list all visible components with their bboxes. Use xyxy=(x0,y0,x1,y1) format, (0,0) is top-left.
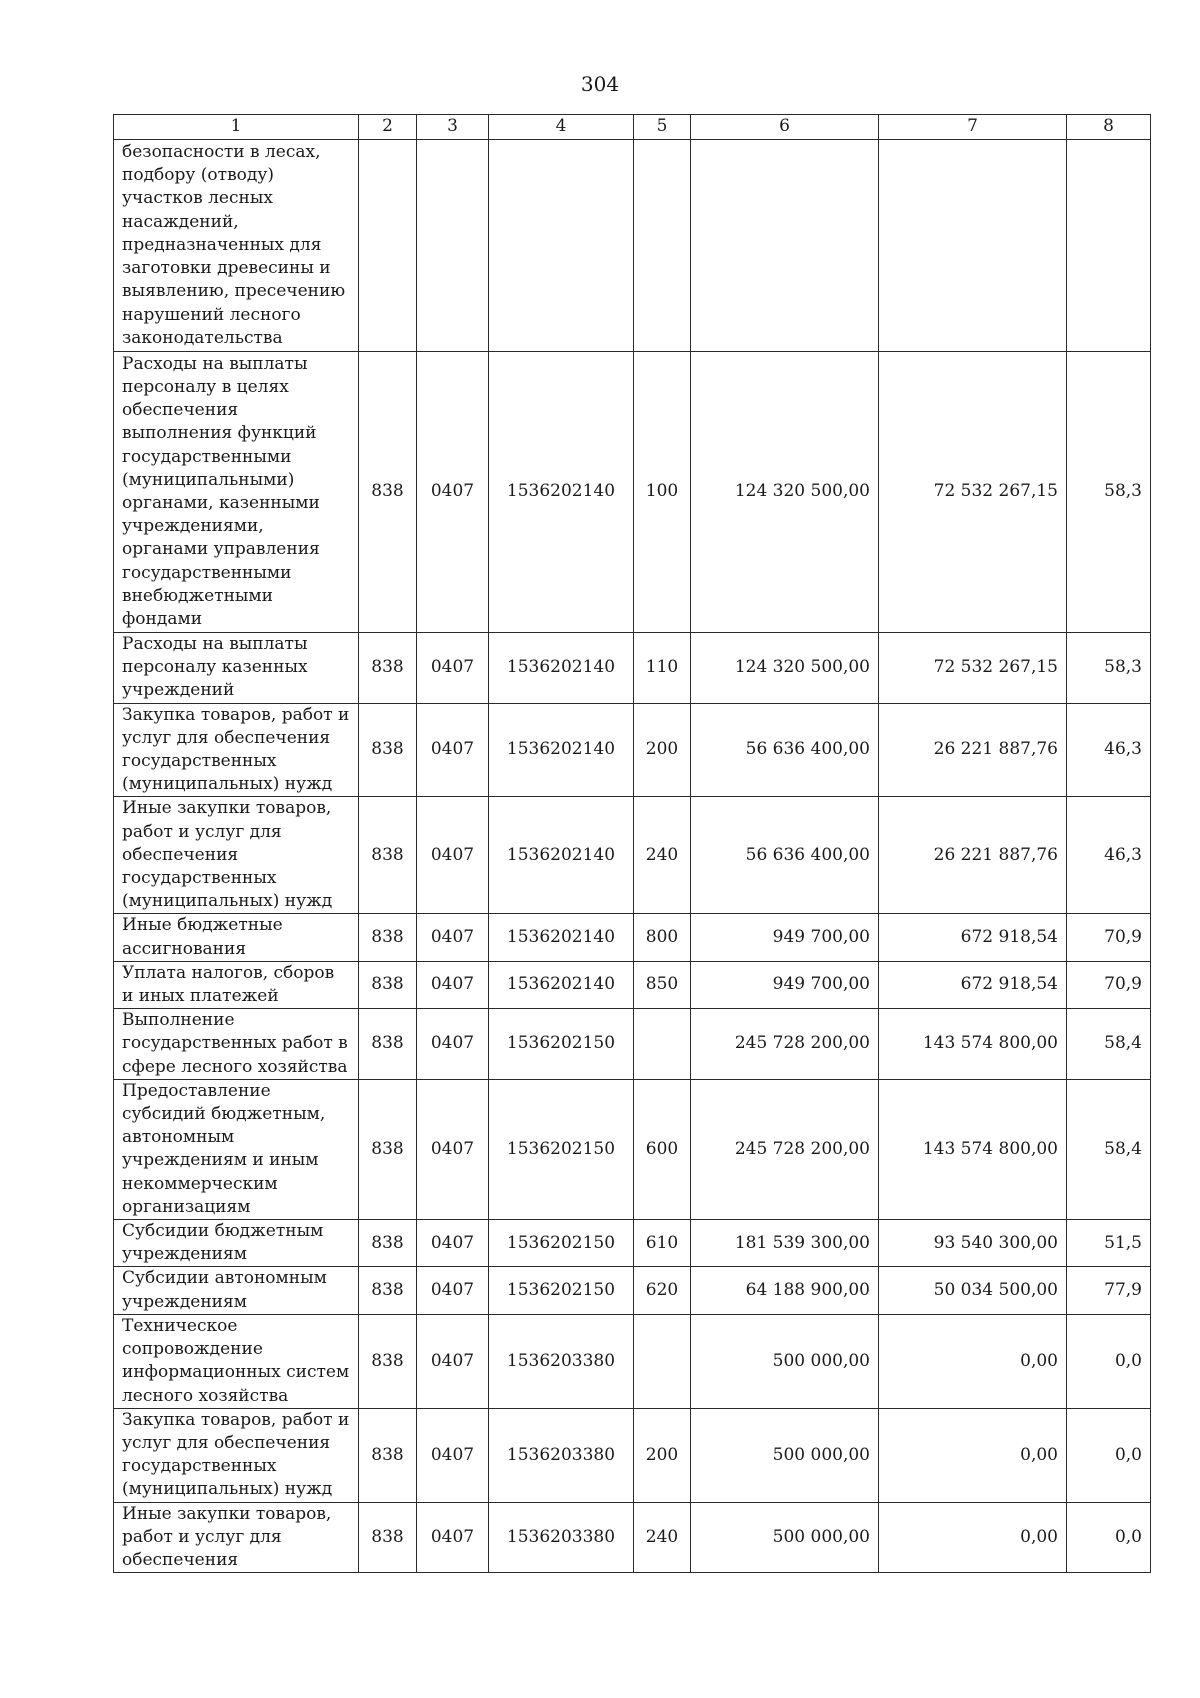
table-row xyxy=(114,1408,1151,1502)
row-planned-amount: 949 700,00 xyxy=(691,961,879,1008)
row-description: Расходы на выплаты персоналу казенных учреждений xyxy=(114,633,359,704)
row-description: Иные закупки товаров, работ и услуг для обеспечения государственных (муниципальных) нужд xyxy=(114,797,359,914)
row-target-article: 1536202140 xyxy=(489,703,634,797)
table-row xyxy=(114,914,1151,961)
row-ministry-code: 838 xyxy=(359,1267,417,1314)
row-description: Выполнение государственных работ в сфере лесного хозяйства xyxy=(114,1009,359,1080)
row-execution-percent: 58,4 xyxy=(1067,1079,1151,1219)
row-expense-type: 600 xyxy=(634,1079,691,1219)
header-cell: 8 xyxy=(1067,115,1151,140)
row-description: Предоставление субсидий бюджетным, автономным учреждениям и иным некоммерческим организациям xyxy=(114,1079,359,1219)
row-planned-amount: 56 636 400,00 xyxy=(691,797,879,914)
row-expense-type: 200 xyxy=(634,703,691,797)
row-section-code xyxy=(417,140,489,352)
row-expense-type: 240 xyxy=(634,1502,691,1573)
row-execution-percent xyxy=(1067,140,1151,352)
header-cell: 2 xyxy=(359,115,417,140)
row-executed-amount: 672 918,54 xyxy=(879,914,1067,961)
row-expense-type: 200 xyxy=(634,1408,691,1502)
row-executed-amount: 143 574 800,00 xyxy=(879,1079,1067,1219)
row-execution-percent: 58,3 xyxy=(1067,633,1151,704)
header-cell: 5 xyxy=(634,115,691,140)
row-expense-type: 850 xyxy=(634,961,691,1008)
row-ministry-code: 838 xyxy=(359,797,417,914)
row-description: Иные бюджетные ассигнования xyxy=(114,914,359,961)
row-target-article: 1536202140 xyxy=(489,633,634,704)
table-row xyxy=(114,1314,1151,1408)
row-planned-amount: 949 700,00 xyxy=(691,914,879,961)
row-executed-amount: 143 574 800,00 xyxy=(879,1009,1067,1080)
row-ministry-code: 838 xyxy=(359,703,417,797)
row-execution-percent: 0,0 xyxy=(1067,1502,1151,1573)
row-executed-amount: 0,00 xyxy=(879,1408,1067,1502)
row-ministry-code: 838 xyxy=(359,1502,417,1573)
row-description: Субсидии автономным учреждениям xyxy=(114,1267,359,1314)
header-cell: 1 xyxy=(114,115,359,140)
header-cell: 6 xyxy=(691,115,879,140)
row-section-code: 0407 xyxy=(417,914,489,961)
row-planned-amount: 500 000,00 xyxy=(691,1502,879,1573)
row-execution-percent: 46,3 xyxy=(1067,797,1151,914)
row-section-code: 0407 xyxy=(417,352,489,633)
row-execution-percent: 0,0 xyxy=(1067,1314,1151,1408)
row-target-article: 1536203380 xyxy=(489,1314,634,1408)
row-section-code: 0407 xyxy=(417,1079,489,1219)
row-target-article: 1536202140 xyxy=(489,797,634,914)
page-number: 304 xyxy=(580,72,620,96)
table-row xyxy=(114,1079,1151,1219)
row-execution-percent: 77,9 xyxy=(1067,1267,1151,1314)
row-description: Закупка товаров, работ и услуг для обеспечения государственных (муниципальных) нужд xyxy=(114,1408,359,1502)
table-row xyxy=(114,1220,1151,1267)
row-target-article: 1536202150 xyxy=(489,1220,634,1267)
row-planned-amount xyxy=(691,140,879,352)
row-target-article: 1536202150 xyxy=(489,1079,634,1219)
row-execution-percent: 46,3 xyxy=(1067,703,1151,797)
row-target-article: 1536202140 xyxy=(489,961,634,1008)
row-executed-amount: 50 034 500,00 xyxy=(879,1267,1067,1314)
row-execution-percent: 58,4 xyxy=(1067,1009,1151,1080)
row-target-article: 1536202140 xyxy=(489,914,634,961)
row-executed-amount: 0,00 xyxy=(879,1314,1067,1408)
row-expense-type: 110 xyxy=(634,633,691,704)
row-planned-amount: 181 539 300,00 xyxy=(691,1220,879,1267)
row-planned-amount: 500 000,00 xyxy=(691,1314,879,1408)
budget-table xyxy=(113,114,1151,1573)
row-ministry-code: 838 xyxy=(359,961,417,1008)
row-executed-amount: 0,00 xyxy=(879,1502,1067,1573)
table-row xyxy=(114,1267,1151,1314)
row-executed-amount: 26 221 887,76 xyxy=(879,703,1067,797)
row-execution-percent: 58,3 xyxy=(1067,352,1151,633)
row-target-article: 1536202150 xyxy=(489,1009,634,1080)
row-ministry-code: 838 xyxy=(359,352,417,633)
row-section-code: 0407 xyxy=(417,633,489,704)
row-description: Расходы на выплаты персоналу в целях обеспечения выполнения функций государственными (муниципальными) органами, казенными учреждениями, органами управления государственными внебюджетными фондами xyxy=(114,352,359,633)
header-cell: 3 xyxy=(417,115,489,140)
row-section-code: 0407 xyxy=(417,797,489,914)
row-ministry-code: 838 xyxy=(359,633,417,704)
row-section-code: 0407 xyxy=(417,1267,489,1314)
table-row xyxy=(114,1009,1151,1080)
table-row xyxy=(114,703,1151,797)
row-planned-amount: 124 320 500,00 xyxy=(691,633,879,704)
row-planned-amount: 56 636 400,00 xyxy=(691,703,879,797)
row-execution-percent: 70,9 xyxy=(1067,914,1151,961)
row-executed-amount: 72 532 267,15 xyxy=(879,352,1067,633)
row-execution-percent: 51,5 xyxy=(1067,1220,1151,1267)
row-executed-amount: 672 918,54 xyxy=(879,961,1067,1008)
row-ministry-code: 838 xyxy=(359,1220,417,1267)
row-section-code: 0407 xyxy=(417,1314,489,1408)
row-executed-amount: 72 532 267,15 xyxy=(879,633,1067,704)
row-expense-type: 100 xyxy=(634,352,691,633)
row-ministry-code: 838 xyxy=(359,1314,417,1408)
row-description: Техническое сопровождение информационных систем лесного хозяйства xyxy=(114,1314,359,1408)
row-expense-type xyxy=(634,140,691,352)
row-ministry-code: 838 xyxy=(359,914,417,961)
row-target-article: 1536202140 xyxy=(489,352,634,633)
row-planned-amount: 124 320 500,00 xyxy=(691,352,879,633)
row-section-code: 0407 xyxy=(417,1009,489,1080)
row-planned-amount: 245 728 200,00 xyxy=(691,1079,879,1219)
row-execution-percent: 0,0 xyxy=(1067,1408,1151,1502)
row-ministry-code: 838 xyxy=(359,1009,417,1080)
row-expense-type xyxy=(634,1009,691,1080)
row-section-code: 0407 xyxy=(417,1408,489,1502)
table-row xyxy=(114,797,1151,914)
row-planned-amount: 64 188 900,00 xyxy=(691,1267,879,1314)
row-expense-type: 240 xyxy=(634,797,691,914)
row-execution-percent: 70,9 xyxy=(1067,961,1151,1008)
table-row xyxy=(114,140,1151,352)
row-expense-type: 800 xyxy=(634,914,691,961)
row-target-article: 1536202150 xyxy=(489,1267,634,1314)
row-description: безопасности в лесах, подбору (отводу) участков лесных насаждений, предназначенных для заготовки древесины и выявлению, пресечению нарушений лесного законодательства xyxy=(114,140,359,352)
header-cell: 4 xyxy=(489,115,634,140)
table-row xyxy=(114,961,1151,1008)
row-section-code: 0407 xyxy=(417,961,489,1008)
row-target-article: 1536203380 xyxy=(489,1502,634,1573)
row-ministry-code: 838 xyxy=(359,1079,417,1219)
row-target-article: 1536203380 xyxy=(489,1408,634,1502)
row-ministry-code: 838 xyxy=(359,1408,417,1502)
table-row xyxy=(114,633,1151,704)
row-executed-amount: 26 221 887,76 xyxy=(879,797,1067,914)
row-planned-amount: 245 728 200,00 xyxy=(691,1009,879,1080)
row-planned-amount: 500 000,00 xyxy=(691,1408,879,1502)
row-executed-amount xyxy=(879,140,1067,352)
row-description: Уплата налогов, сборов и иных платежей xyxy=(114,961,359,1008)
row-ministry-code xyxy=(359,140,417,352)
row-section-code: 0407 xyxy=(417,703,489,797)
row-expense-type: 620 xyxy=(634,1267,691,1314)
header-cell: 7 xyxy=(879,115,1067,140)
row-target-article xyxy=(489,140,634,352)
table-row xyxy=(114,352,1151,633)
row-description: Закупка товаров, работ и услуг для обеспечения государственных (муниципальных) нужд xyxy=(114,703,359,797)
row-section-code: 0407 xyxy=(417,1502,489,1573)
table-row xyxy=(114,1502,1151,1573)
row-expense-type: 610 xyxy=(634,1220,691,1267)
row-expense-type xyxy=(634,1314,691,1408)
row-section-code: 0407 xyxy=(417,1220,489,1267)
row-description: Субсидии бюджетным учреждениям xyxy=(114,1220,359,1267)
row-description: Иные закупки товаров, работ и услуг для обеспечения xyxy=(114,1502,359,1573)
row-executed-amount: 93 540 300,00 xyxy=(879,1220,1067,1267)
table-header-row xyxy=(114,115,1151,140)
